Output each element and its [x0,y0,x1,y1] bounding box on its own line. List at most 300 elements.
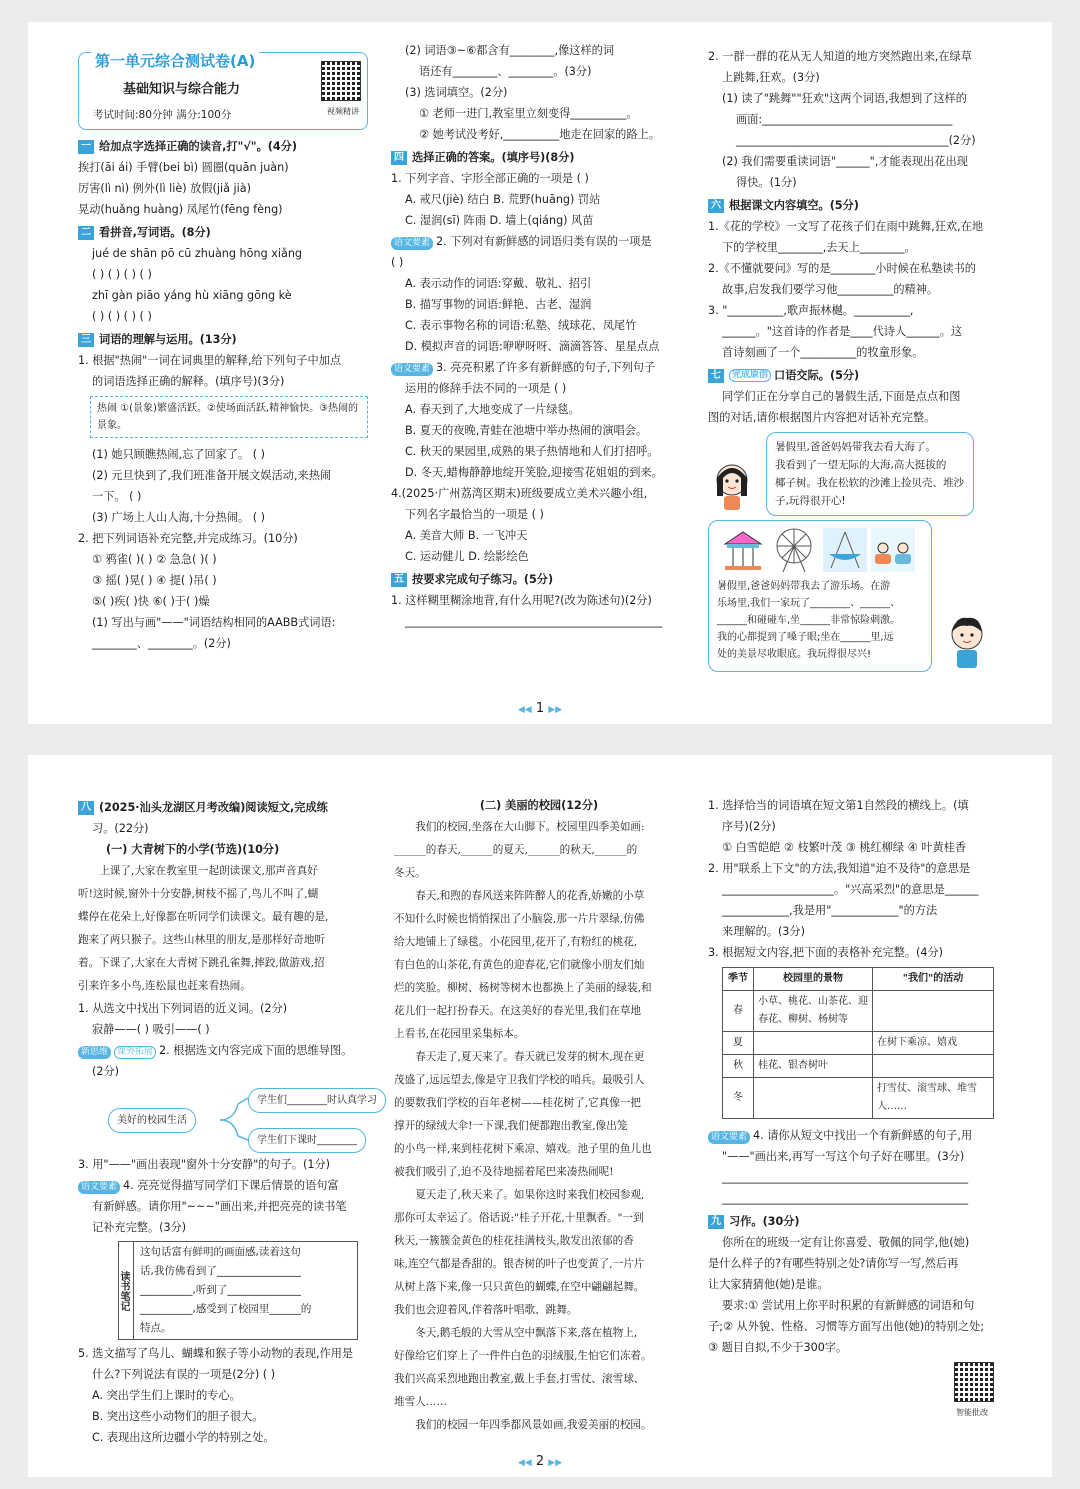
page2-col3-questions-2 [708,1125,1008,1358]
section-title: 根据课文内容填空。(5分) [729,199,859,212]
question-line [391,189,689,210]
exam-title: 第一单元综合测试卷(A) [91,51,259,72]
passage-line: 冬天。 [394,867,426,879]
question-line [78,371,368,392]
right-arrows-icon: ▶▶ [548,705,563,715]
passage-line: 好像给它们穿上了一件件白色的羽绒服,生怕它们冻着。 [394,1350,652,1362]
section-heading [708,1211,1008,1232]
table-cell: 夏 [723,1032,754,1055]
question-text: ② 她考试没考好,__________地走在回家的路上。 [419,128,660,141]
question-line [78,1343,378,1364]
page2-col1-questions [78,998,378,1082]
passage-line: 我们兴高采烈地跑出教室,戴上手套,打雪仗、滚雪球、 [394,1373,645,1385]
section-number-badge: 八 [78,801,94,815]
passage-line: 那你可太幸运了。俗话说:"桂子开花,十里飘香。"一到 [394,1212,644,1224]
mind-map-branch-2[interactable]: 学生们下课时________ [248,1128,366,1153]
question-line [391,483,689,504]
table-cell: 在树下乘凉、嬉戏 [873,1032,994,1055]
question-text: ③ 题目自拟,不少于300字。 [708,1341,848,1354]
question-line [391,252,689,273]
qr-label: 智能批改 [956,1408,988,1417]
passage-line: 冬天,鹅毛般的大雪从空中飘落下来,落在植物上, [415,1327,638,1339]
question-line [78,1154,378,1175]
page-number-1 [28,701,1052,716]
question-line [78,486,368,507]
question-text: ________、________。(2分) [92,637,231,650]
question-text: B. 夏天的夜晚,青蛙在池塘中举办热闹的演唱会。 [405,424,648,437]
question-text: ( ) ( ) ( ) ( ) [92,310,152,323]
passage-line: 秋天,一簇簇金黄色的桂花挂满枝头,散发出浓郁的香 [394,1235,634,1247]
bubble-line: 暑假里,爸爸妈妈带我去看大海了。 [775,441,936,453]
passage-line: 有白色的山茶花,有黄色的迎春花,它们就像小朋友们灿 [394,959,645,971]
question-line [708,46,1008,67]
question-line [78,157,368,178]
question-line [708,407,1008,428]
question-text: 2. 一群一群的花从无人知道的地方突然跑出来,在绿草 [708,50,972,63]
question-line [708,858,1008,879]
section-heading [391,569,689,590]
table-row [723,1078,994,1119]
question-line [708,172,1008,193]
question-line [708,1295,1008,1316]
question-line [708,109,1008,130]
bubble-line: 我看到了一望无际的大海,高大挺拔的 [775,459,947,471]
question-text: 序号)(2分) [722,820,776,833]
question-text: A. 表示动作的词语:穿戴、敬礼、招引 [405,277,592,290]
question-line [391,61,689,82]
passage-line: 堆雪人…… [394,1396,447,1408]
page2-col1-questions-3 [78,1343,378,1448]
question-line [78,549,368,570]
question-line [78,1217,378,1238]
question-line [78,633,368,654]
question-text: "——"画出来,再写一写这个句子好在哪里。(3分) [722,1150,965,1163]
page2-col3-questions [708,795,1008,963]
question-line [708,279,1008,300]
passage-line: 我们也会迎着风,伴着落叶唱歌、跳舞。 [394,1304,578,1316]
question-tag: 语文要素 [391,363,433,376]
question-text: (3) 广场上人山人海,十分热闹。 ( ) [92,511,266,524]
section-number-badge: 六 [708,199,724,213]
question-line [78,1364,378,1385]
question-line [708,216,1008,237]
question-tag: 新思维 [78,1046,111,1059]
passage-line: 听!这时候,窗外十分安静,树枝不摇了,鸟儿不叫了,蝴 [78,888,319,900]
question-text: 同学们正在分享自己的暑假生活,下面是点点和图 [722,390,961,403]
question-text: 记补充完整。(3分) [92,1221,187,1234]
notes-line: 这句话富有鲜明的画面感,读着这句 [140,1246,301,1258]
question-text: (2分) [92,1065,120,1078]
question-text: 上跳舞,狂欢。(3分) [722,71,820,84]
table-cell: 桂花、银杏树叶 [754,1055,873,1078]
question-line [708,386,1008,407]
question-line [708,1316,1008,1337]
question-text: C. 湿润(sī) 阵雨 D. 墙上(qiáng) 风苗 [405,214,594,227]
question-text: 有新鲜感。请你用"~~~"画出来,并把亮亮的读书笔 [92,1200,347,1213]
question-line [391,168,689,189]
question-text: 2. 用"联系上下文"的方法,我知道"迫不及待"的意思是 [708,862,971,875]
passage-line: 花儿们一起打扮春天。在这美好的春光里,我们在草地 [394,1005,642,1017]
question-line [78,243,368,264]
passage-line: 我们的校园,坐落在大山脚下。校园里四季美如画: [415,821,645,833]
question-line [708,321,1008,342]
passage-2 [394,816,684,1437]
question-line [391,399,689,420]
passage-line: 烂的笑脸。柳树、杨树等树木也都换上了美丽的绿装,和 [394,982,652,994]
question-text: 1. 这样糊里糊涂地背,有什么用呢?(改为陈述句)(2分) [391,594,652,607]
question-text: 下列名字最恰当的一项是 ( ) [405,508,544,521]
section-number-badge: 二 [78,226,94,240]
question-line [391,103,689,124]
bubble-line: 我的心都提到了嗓子眼;坐在______里,远 [717,632,894,643]
question-text: D. 冬天,蜡梅静静地绽开笑脸,迎接雪花姐姐的到来。 [405,466,663,479]
question-text: ③ 摇( )晃( ) ④ 提( )吊( ) [92,574,217,587]
qr-code-icon[interactable] [321,61,361,101]
question-text: 挨打(āi ái) 手臂(bei bì) 圆圈(quān juàn) [78,161,289,174]
passage-line: 给大地铺上了绿毯。小花园里,花开了,有粉红的桃花, [394,936,638,948]
question-line [708,1167,1008,1188]
question-text: (2) 词语③~⑥都含有________,像这样的词 [405,44,615,57]
page1-column-2 [391,40,689,632]
question-text: 图的对话,请你根据图片内容把对话补充完整。 [708,411,936,424]
question-line [78,591,368,612]
question-line [391,357,689,378]
question-line [78,507,368,528]
left-arrows-icon: ◀◀ [517,705,532,715]
dictionary-entry: 热闹 ①(景象)繁盛活跃。②使场面活跃,精神愉快。③热闹的景象。 [90,396,368,438]
question-line [391,462,689,483]
section-title: 口语交际。(5分) [774,369,860,382]
question-line [391,124,689,145]
bubble-line: 处的美景尽收眼底。我玩得很尽兴! [717,649,872,660]
section-title: 按要求完成句子练习。(5分) [412,573,554,586]
question-text: C. 秋天的果园里,成熟的果子热情地和人们打招呼。 [405,445,659,458]
section-title: 习作。(30分) [729,1215,800,1228]
exam-meta: 考试时间:80分钟 满分:100分 [93,109,232,121]
section-number-badge: 五 [391,573,407,587]
question-text: C. 运动健儿 D. 绘影绘色 [405,550,529,563]
girl-avatar-icon [708,456,756,512]
question-line [391,273,689,294]
exam-page-2 [28,755,1052,1477]
exam-page-1 [28,22,1052,724]
question-line [78,199,368,220]
bubble-line: ______和碰碰车,坐______非常惊险刺激。 [717,615,901,626]
table-header-cell: 季节 [723,968,754,991]
page2-column-2 [394,795,684,1437]
table-cell[interactable] [754,1032,873,1055]
question-text: 2. 把下列词语补充完整,并完成练习。(10分) [78,532,298,545]
question-text: jué de shān pō cū zhuàng hōng xiǎng [92,247,303,260]
page2-column-3 [708,795,1008,1417]
question-text: ① 白雪皑皑 ② 枝繁叶茂 ③ 桃红柳绿 ④ 叶黄桂香 [722,841,967,854]
question-text: ____________________________________________ [722,1171,969,1184]
question-text: 3. "__________,歌声振林樾。__________, [708,304,914,317]
table-header-cell: "我们"的活动 [873,968,994,991]
section-title: 给加点字选择正确的读音,打"√"。(4分) [99,140,298,153]
question-text: B. 描写事物的词语:鲜艳、古老、湿润 [405,298,592,311]
reading-notes-box [118,1241,358,1340]
passage-line: 蝶停在花朵上,好像都在听同学们读课文。最有趣的是, [78,911,329,923]
passage-line: 的小鸟一样,来到桂花树下乘凉、嬉戏。池子里的鱼儿也 [394,1143,652,1155]
question-text: 的词语选择正确的解释。(填序号)(3分) [92,375,285,388]
page1-column-1 [78,52,368,654]
ferris-wheel-icon [771,526,817,574]
question-line [78,1061,378,1082]
question-line [708,1232,1008,1253]
qr-area [708,1358,1008,1417]
question-text: 4. 请你从短文中找出一个有新鲜感的句子,用 [753,1129,973,1142]
table-cell[interactable] [873,991,994,1032]
question-line [78,1175,378,1196]
question-text: 你所在的班级一定有让你喜爱、敬佩的同学,他(她) [722,1236,970,1249]
right-arrows-icon: ▶▶ [548,1458,563,1468]
title-box [78,52,368,130]
question-tag: 语文要素 [391,237,433,250]
question-text: (3) 选词填空。(2分) [405,86,508,99]
question-text: 首诗刻画了一个__________的牧童形象。 [722,346,924,359]
question-text: ① 鸦雀( )( ) ② 急急( )( ) [92,553,217,566]
question-text: (1) 她只顾瞧热闹,忘了回家了。 ( ) [92,448,266,461]
question-line [78,839,378,860]
question-text: (1) 写出与画"——"词语结构相同的AABB式词语: [92,616,336,629]
question-line [391,420,689,441]
question-line [708,1125,1008,1146]
question-text: 2. 根据选文内容完成下面的思维导图。 [159,1044,353,1057]
passage-1 [78,860,378,998]
question-text: A. 美音大师 B. 一飞冲天 [405,529,528,542]
section-title: (2025·汕头龙湖区月考改编)阅读短文,完成练 [99,801,328,814]
section-title: 看拼音,写词语。(8分) [99,226,211,239]
question-text: D. 模拟声音的词语:咿咿呀呀、滴滴答答、星星点点 [405,340,660,353]
dialogue-area [708,432,1008,694]
bubble-line: 乐场里,我们一家玩了________、______、 [717,598,901,609]
question-line [78,528,368,549]
question-line [391,210,689,231]
section-heading [78,136,368,157]
question-line [708,300,1008,321]
passage-line: 茂盛了,远远望去,像是守卫我们学校的哨兵。最吸引人 [394,1074,645,1086]
section-heading [391,147,689,168]
section-heading [708,365,1008,386]
question-text: 让大家猜猜他(她)是谁。 [708,1278,829,1291]
table-row [723,1055,994,1078]
passage-line: 引来许多小鸟,连松鼠也赶来看热闹。 [78,980,251,992]
table-cell: 冬 [723,1078,754,1119]
bubble-line: 暑假里,爸爸妈妈带我去了游乐场。在游 [717,581,891,592]
question-line [708,1337,1008,1358]
table-cell[interactable] [873,1055,994,1078]
question-line [708,258,1008,279]
passage-line: 的要数我们学校的百年老树——桂花树了,它真像一把 [394,1097,642,1109]
question-text: 1. 选择恰当的词语填在短文第1自然段的横线上。(填 [708,799,969,812]
section-number-badge: 七 [708,369,724,383]
passage-line: 着。下课了,大家在大青树下跳孔雀舞,摔跤,做游戏,招 [78,957,325,969]
passage-line: 不知什么时候也悄悄探出了小脑袋,那一片片翠绿,仿佛 [394,913,645,925]
question-line [708,816,1008,837]
question-text: ( ) ( ) ( ) ( ) [92,268,152,281]
question-text: 来理解的。(3分) [722,925,805,938]
section-heading [78,222,368,243]
question-text: 4. 亮亮觉得描写同学们下课后情景的语句富 [123,1179,339,1192]
question-line [78,178,368,199]
question-line [391,590,689,611]
question-text: 运用的修辞手法不同的一项是 ( ) [405,382,567,395]
bumper-car-icon [871,528,915,572]
question-text: ____________,我是用"____________"的方法 [722,904,938,917]
question-text: 4.(2025·广州荔湾区期末)班级要成立美术兴趣小组, [391,487,648,500]
table-cell: 打雪仗、滚雪球、堆雪人…… [873,1078,994,1119]
page-number: 1 [535,701,545,716]
question-line [708,1274,1008,1295]
question-text: 是什么样子的?有哪些特别之处?请你写一写,然后再 [708,1257,959,1270]
question-text: ① 老师一进门,教室里立刻变得__________。 [419,107,638,120]
question-line [391,611,689,632]
question-text: ____________________。"兴高采烈"的意思是______ [722,883,979,896]
question-text: 3. 根据短文内容,把下面的表格补充完整。(4分) [708,946,944,959]
question-text: 晃动(huǎng huàng) 凤尾竹(fēng fèng) [78,203,283,216]
question-text: 1. 下列字音、字形全部正确的一项是 ( ) [391,172,589,185]
question-text: 得快。(1分) [736,176,797,189]
passage-line: 从树上落下来,像一只只黄色的蝴蝶,在空中翩翩起舞。 [394,1281,645,1293]
question-line [708,795,1008,816]
question-line [391,82,689,103]
qr-code-icon[interactable] [954,1362,994,1402]
question-line [391,378,689,399]
question-line [391,525,689,546]
question-line [78,612,368,633]
notes-line: __________,听到了______________ [140,1284,301,1296]
notes-line: 特点。 [140,1322,172,1334]
question-tag: 语文要素 [708,1131,750,1144]
page1-col1-content [78,136,368,654]
table-row [723,991,994,1032]
notes-side-label: 读书笔记 [119,1242,134,1339]
pirate-ship-icon [823,528,867,572]
question-text: 1. 根据"热闹"一词在词典里的解释,给下列句子中加点 [78,354,342,367]
question-text: (一) 大青树下的小学(节选)(10分) [106,843,280,856]
question-text: 语还有________、________。(3分) [419,65,592,78]
page1-col2-content [391,40,689,632]
question-text: 3. 用"——"画出表现"窗外十分安静"的句子。(1分) [78,1158,331,1171]
question-text: 要求:① 尝试用上你平时积累的有新鲜感的词语和句 [722,1299,975,1312]
question-line [78,1196,378,1217]
question-text: 厉害(lì nì) 例外(lì liè) 放假(jiǎ jià) [78,182,251,195]
question-tag-2: 课外拓展 [114,1046,156,1059]
table-cell: 小草、桃花、山茶花、迎春花、柳树、杨树等 [754,991,873,1032]
question-line [391,546,689,567]
passage-line: 上课了,大家在教室里一起朗读课文,那声音真好 [99,865,318,877]
speech-bubble-girl [766,432,974,516]
question-text: 什么?下列说法有误的一项是(2分) ( ) [92,1368,276,1381]
passage-line: 春天走了,夏天来了。春天就已发芽的树木,现在更 [415,1051,645,1063]
question-text: 1.《花的学校》一文写了花孩子们在雨中跳舞,狂欢,在地 [708,220,984,233]
table-row [723,1032,994,1055]
question-text: ______________________________________________ [405,615,663,628]
question-line [78,1427,378,1448]
question-line [391,40,689,61]
question-text: A. 戒尺(jiè) 结白 B. 荒野(huāng) 罚站 [405,193,601,206]
question-line [78,570,368,591]
question-text: ______。"这首诗的作者是____代诗人______。这 [722,325,963,338]
page1-col3-content [708,46,1008,428]
question-text: (2) 我们需要重读词语"______",才能表现出花出现 [722,155,968,168]
question-line [708,237,1008,258]
passage-line: 上看书,在花园里采集标本。 [394,1028,525,1040]
notes-body [134,1242,317,1339]
question-text: 故事,启发我们要学习他__________的精神。 [722,283,939,296]
left-arrows-icon: ◀◀ [517,1458,532,1468]
question-text: ____________________________________________ [722,1192,969,1205]
question-line [78,285,368,306]
question-text: A. 春天到了,大地变成了一片绿毯。 [405,403,580,416]
question-text: C. 表示事物名称的词语:私塾、绒球花、凤尾竹 [405,319,637,332]
question-line [391,441,689,462]
question-text: A. 突出学生们上课时的专心。 [92,1389,241,1402]
question-text: (2) 元旦快到了,我们班准备开展文娱活动,来热闹 [92,469,332,482]
passage-line: 我们的校园一年四季都风景如画,我爱美丽的校园。 [415,1419,652,1431]
question-text: zhī gàn piāo yáng hù xiāng gōng kè [92,289,292,302]
question-line [78,444,368,465]
bubble1-text [775,438,965,510]
notes-line: __________,感受到了校园里______的 [140,1303,312,1315]
section-number-badge: 九 [708,1215,724,1229]
mind-map-branch-1[interactable]: 学生们________时认真学习 [248,1088,386,1113]
question-text: (1) 读了"跳舞""狂欢"这两个词语,我想到了这样的 [722,92,967,105]
table-cell[interactable] [754,1078,873,1119]
question-line [391,294,689,315]
table-cell: 春 [723,991,754,1032]
table-cell: 秋 [723,1055,754,1078]
section-heading [708,195,1008,216]
bubble-line: 椰子树。我在松软的沙滩上捡贝壳、堆沙 [775,477,964,489]
question-line [708,837,1008,858]
question-line [708,67,1008,88]
question-line [708,900,1008,921]
question-text: 2. 下列对有新鲜感的词语归类有误的一项是 [436,235,652,248]
question-line [78,1385,378,1406]
question-text: 5. 选文描写了鸟儿、蝴蝶和猴子等小动物的表现,作用是 [78,1347,354,1360]
qr-label: 视频精讲 [327,107,359,116]
question-text: 子;② 从外貌、性格、习惯等方面写出他(她)的特别之处; [708,1320,984,1333]
question-line [708,151,1008,172]
question-line [708,130,1008,151]
question-line [708,879,1008,900]
question-line [391,336,689,357]
question-text: 画面:__________________________________ [736,113,953,126]
section-number-badge: 四 [391,151,407,165]
question-line [708,1146,1008,1167]
bubble2-text [717,578,923,663]
passage-line: ______的春天,______的夏天,______的秋天,______的 [394,844,638,856]
exam-subtitle: 基础知识与综合能力 [123,82,241,97]
carousel-icon [721,528,765,572]
notes-line: 话,我仿佛看到了________________ [140,1265,301,1277]
question-line [708,1188,1008,1209]
passage-line: 春天,和煦的春风送来阵阵醉人的花香,娇嫩的小草 [415,890,645,902]
season-table [722,967,994,1119]
section-heading [78,797,378,818]
question-line [78,818,378,839]
question-line [708,342,1008,363]
section-title: 词语的理解与运用。(13分) [99,333,237,346]
page-number-2 [28,1454,1052,1469]
passage-line: 被我们吸引了,迫不及待地摇着尾巴来凑热闹呢! [394,1166,614,1178]
section-title: 选择正确的答案。(填序号)(8分) [412,151,575,164]
passage-line: 撑开的绿绒大伞!一下课,我们便都跑出教室,像出笼 [394,1120,628,1132]
bubble-line: 子,玩得很开心! [775,495,846,507]
question-line [78,465,368,486]
